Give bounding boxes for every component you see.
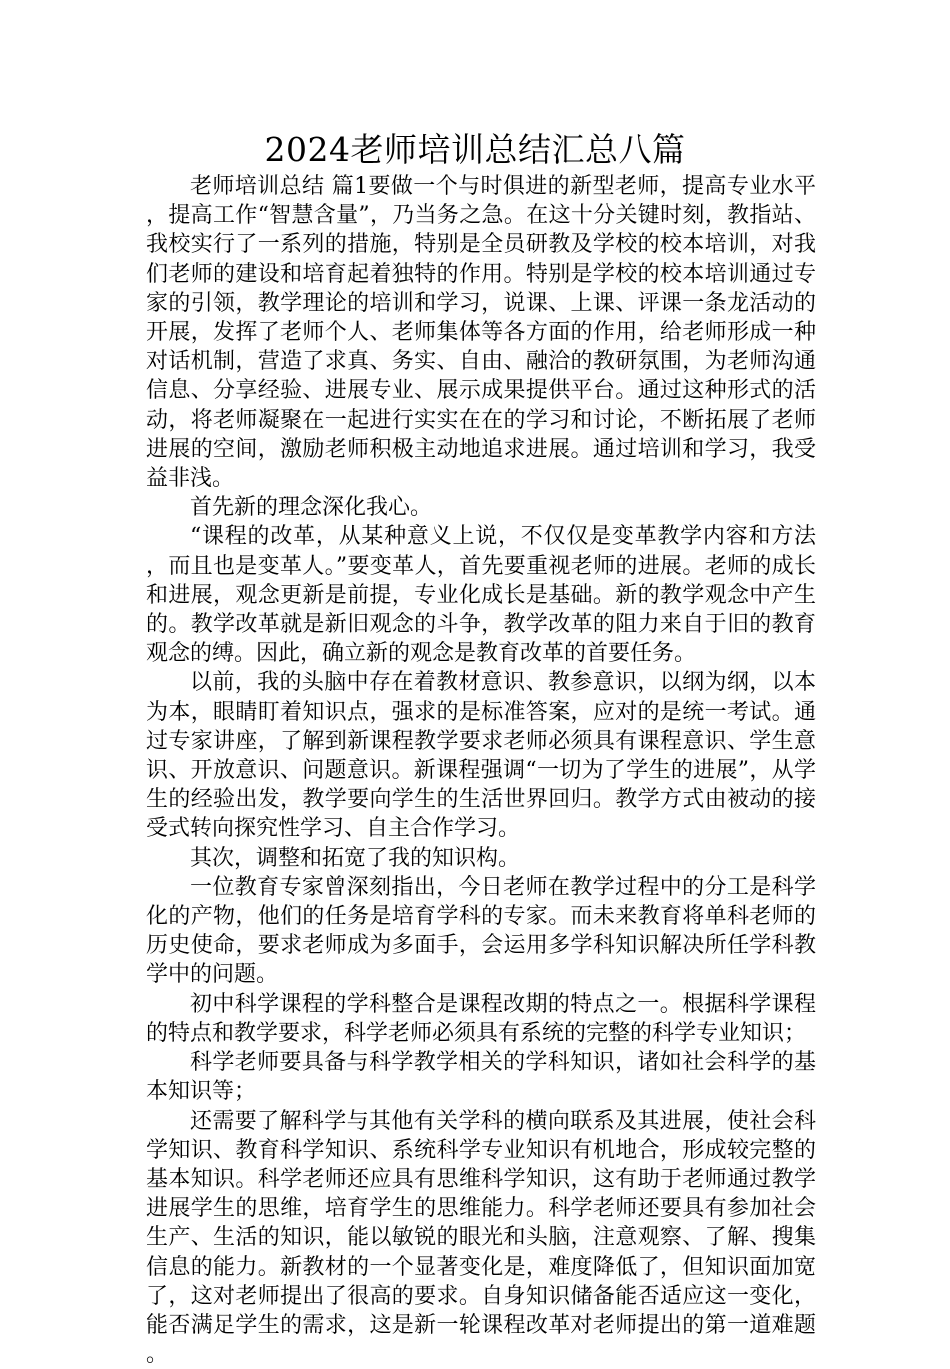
paragraph-expert-view: 一位教育专家曾深刻指出，今日老师在教学过程中的分工是科学化的产物，他们的任务是培育学科的专家。而未来教育将单科老师的历史使命，要求老师成为多面手，会运用多学科知识解决所任学科教学中的问题。 (146, 873, 816, 990)
document-body (146, 172, 816, 1369)
document-title: 2024老师培训总结汇总八篇 (0, 126, 950, 174)
paragraph-heading-second: 其次，调整和拓宽了我的知识构。 (146, 844, 816, 873)
paragraph-related-knowledge: 科学老师要具备与科学教学相关的学科知识，诸如社会科学的基本知识等； (146, 1048, 816, 1106)
paragraph-curriculum-reform: “课程的改革，从某种意义上说，不仅仅是变革教学内容和方法，而且也是变革人。”要变革人，首先要重视老师的进展。老师的成长和进展，观念更新是前提，专业化成长是基础。新的教学观念中产生的。教学改革就是新旧观念的斗争，教学改革的阻力来自于旧的教育观念的缚。因此，确立新的观念是教育改革的首要任务。 (146, 522, 816, 668)
paragraph-intro: 老师培训总结 篇1要做一个与时俱进的新型老师，提高专业水平，提高工作“智慧含量”，乃当务之急。在这十分关键时刻，教指站、我校实行了一系列的措施，特别是全员研教及学校的校本培训，对我们老师的建设和培育起着独特的作用。特别是学校的校本培训通过专家的引领，教学理论的培训和学习，说课、上课、评课一条龙活动的开展，发挥了老师个人、老师集体等各方面的作用，给老师形成一种对话机制，营造了求真、务实、自由、融洽的教研氛围，为老师沟通信息、分享经验、进展专业、展示成果提供平台。通过这种形式的活动，将老师凝聚在一起进行实实在在的学习和讨论，不断拓展了老师进展的空间，激励老师积极主动地追求进展。通过培训和学习，我受益非浅。 (146, 172, 816, 493)
paragraph-science-integration: 初中科学课程的学科整合是课程改期的特点之一。根据科学课程的特点和教学要求，科学老师必须具有系统的完整的科学专业知识； (146, 990, 816, 1048)
paragraph-knowledge-breadth: 还需要了解科学与其他有关学科的横向联系及其进展，使社会科学知识、教育科学知识、系统科学专业知识有机地合，形成较完整的基本知识。科学老师还应具有思维科学知识，这有助于老师通过教学进展学生的思维，培育学生的思维能力。科学老师还要具有参加社会生产、生活的知识，能以敏锐的眼光和头脑，注意观察、了解、搜集信息的能力。新教材的一个显著变化是，难度降低了，但知识面加宽了，这对老师提出了很高的要求。自身知识储备能否适应这一变化，能否满足学生的需求，这是新一轮课程改革对老师提出的第一道难题。 (146, 1107, 816, 1369)
paragraph-heading-first: 首先新的理念深化我心。 (146, 493, 816, 522)
paragraph-past-mindset: 以前，我的头脑中存在着教材意识、教参意识，以纲为纲，以本为本，眼睛盯着知识点，强求的是标准答案，应对的是统一考试。通过专家讲座，了解到新课程教学要求老师必须具有课程意识、学生意识、开放意识、问题意识。新课程强调“一切为了学生的进展”，从学生的经验出发，教学要向学生的生活世界回归。教学方式由被动的接受式转向探究性学习、自主合作学习。 (146, 668, 816, 843)
